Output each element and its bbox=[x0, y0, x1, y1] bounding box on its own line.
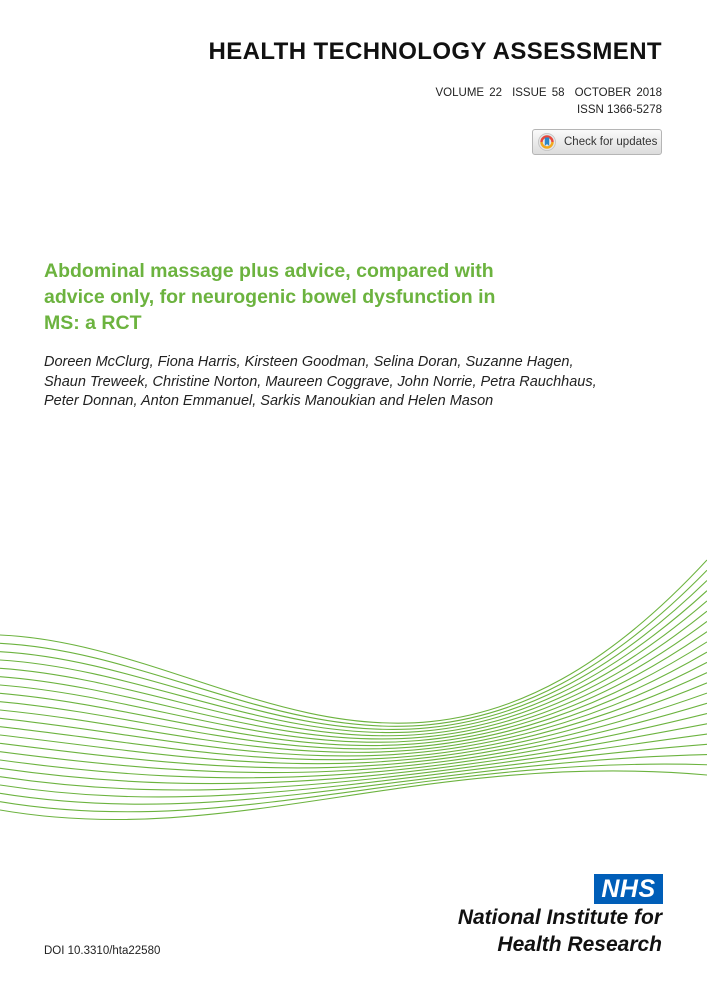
author-list: Doreen McClurg, Fiona Harris, Kirsteen Goodman, Selina Doran, Suzanne Hagen, Shaun Treweek, Christine Norton, Maureen Coggrave, John Norrie, Petra Rauchhaus, Peter Donnan, Anton Emmanuel, Sarkis Manoukian and Helen Mason bbox=[44, 354, 597, 409]
decorative-wave-lines bbox=[0, 540, 707, 870]
wave-line bbox=[0, 570, 707, 726]
issue-info bbox=[436, 87, 663, 99]
nhs-logo: NHS bbox=[594, 874, 663, 904]
wave-line bbox=[0, 632, 707, 746]
publisher-name-line1: National Institute for bbox=[457, 906, 662, 929]
wave-line bbox=[0, 734, 707, 790]
wave-line bbox=[0, 642, 707, 749]
article-title: Abdominal massage plus advice, compared with advice only, for neurogenic bowel dysfunction in MS: a RCT bbox=[44, 260, 496, 334]
crossmark-icon bbox=[538, 133, 556, 151]
wave-line bbox=[0, 683, 707, 764]
issue-label: ISSUE 58 bbox=[512, 87, 565, 99]
wave-line bbox=[0, 611, 707, 739]
wave-line bbox=[0, 591, 707, 733]
issn-label: ISSN 1366-5278 bbox=[576, 104, 662, 116]
check-for-updates-button[interactable] bbox=[532, 129, 662, 155]
date-label: OCTOBER 2018 bbox=[574, 87, 662, 99]
check-for-updates-label: Check for updates bbox=[564, 136, 658, 148]
doi-label: DOI 10.3310/hta22580 bbox=[44, 945, 161, 957]
wave-line bbox=[0, 724, 707, 784]
publisher-name-line2: Health Research bbox=[497, 933, 662, 956]
journal-title: HEALTH TECHNOLOGY ASSESSMENT bbox=[208, 38, 662, 65]
volume-label: VOLUME 22 bbox=[435, 87, 503, 99]
